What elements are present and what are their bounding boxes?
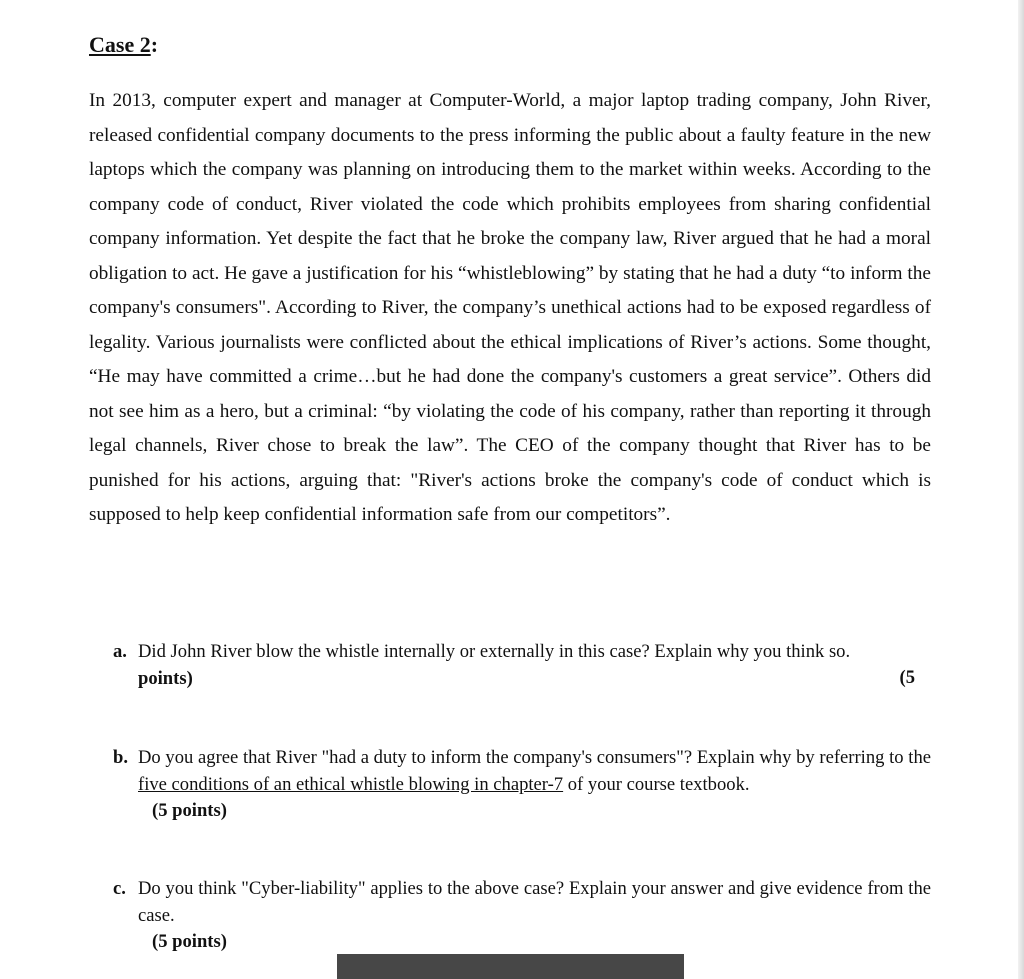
question-b-letter: b. [113, 747, 128, 768]
question-a [113, 639, 931, 692]
question-c-text: Do you think "Cyber-liability" applies to the above case? Explain your answer and give evidence from the case. [138, 878, 931, 926]
question-b-text [138, 745, 931, 798]
question-a-points-close: points) [138, 667, 193, 689]
page-edge [1018, 0, 1024, 979]
case-paragraph: In 2013, computer expert and manager at Computer-World, a major laptop trading company, John River, released confidential company documents to the press informing the public about a faulty feature in the new laptops which the company was planning on introducing them to the market within weeks. According to the company code of conduct, River violated the code which prohibits employees from sharing confidential company information. Yet despite the fact that he broke the company law, River argued that he had a moral obligation to act. He gave a justification for his “whistleblowing” by stating that he had a duty “to inform the company's consumers". According to River, the company’s unethical actions had to be exposed regardless of legality. Various journalists were conflicted about the ethical implications of River’s actions. Some thought, “He may have committed a crime…but he had done the company's customers a great service”. Others did not see him as a hero, but a criminal: “by violating the code of his company, rather than reporting it through legal channels, River chose to break the law”. The CEO of the company thought that River has to be punished for his actions, arguing that: "River's actions broke the company's code of conduct which is supposed to help keep confidential information safe from our competitors”. [89, 90, 931, 525]
question-b-points: (5 points) [152, 800, 227, 821]
question-a-points-open: (5 [899, 667, 915, 688]
overlay-bar [337, 954, 684, 979]
case-title-label: Case 2 [89, 32, 151, 57]
question-c-points: (5 points) [152, 931, 227, 952]
question-b-text-before: Do you agree that River "had a duty to inform the company's consumers"? Explain why by referring to the [138, 747, 931, 768]
question-b [113, 745, 931, 825]
case-title-colon: : [150, 32, 159, 57]
question-b-underlined: five conditions of an ethical whistle blowing in chapter-7 [138, 773, 564, 795]
question-b-text-after: of your course textbook. [563, 773, 750, 795]
question-a-letter: a. [113, 641, 127, 662]
case-title [89, 32, 158, 58]
question-a-text: Did John River blow the whistle internally or externally in this case? Explain why you think so. [138, 641, 851, 662]
question-c-letter: c. [113, 878, 126, 899]
question-c [113, 876, 931, 956]
